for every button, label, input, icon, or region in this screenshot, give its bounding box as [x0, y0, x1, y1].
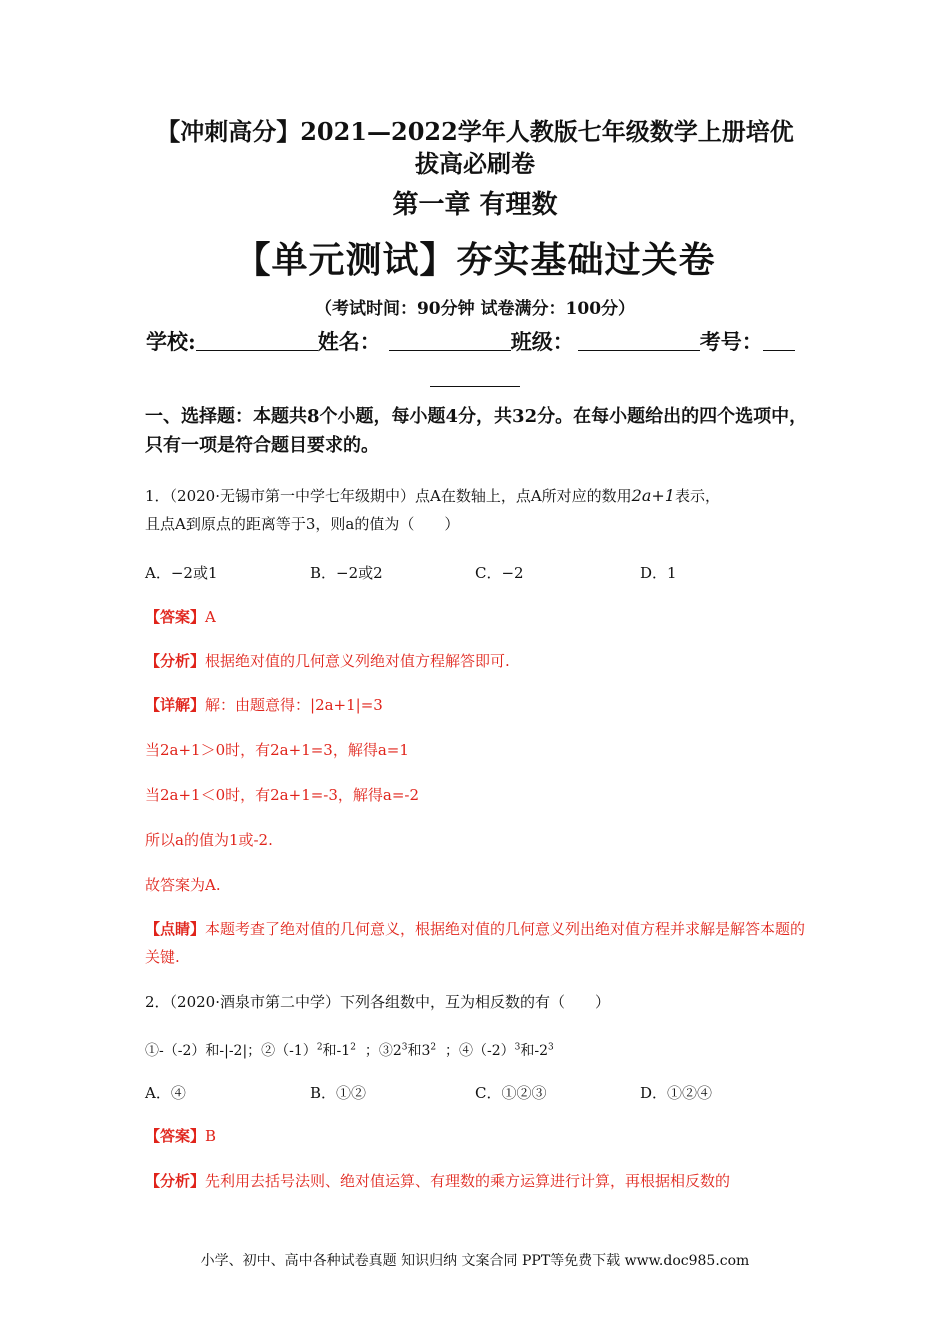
exam-info: （考试时间：90分钟 试卷满分：100分）	[314, 299, 636, 319]
student-info-fields	[146, 326, 795, 356]
q2-answer-tag: 【答案】	[145, 1127, 206, 1145]
q1-option-a: A．−2或1	[145, 564, 218, 582]
q1-stem-part-b: 表示，	[674, 487, 720, 505]
class-label: 班级：	[510, 329, 574, 354]
chapter-title: 第一章 有理数	[392, 190, 558, 220]
name-blank	[389, 328, 511, 351]
q1-detail-tag: 【详解】	[145, 696, 206, 714]
q1-comment-text: 本题考查了绝对值的几何意义，根据绝对值的几何意义列出绝对值方程并求解是解答本题的关键.	[145, 920, 806, 966]
school-label: 学校:	[146, 329, 196, 354]
q1-answer-value: A	[205, 608, 216, 626]
q1-solution-line-1: 当2a+1＞0时，有2a+1=3，解得a=1	[145, 741, 409, 759]
q1-detail-text: 解：由题意得：|2a+1|=3	[205, 696, 383, 714]
q1-comment-tag: 【点睛】	[145, 920, 206, 938]
q2-answer-value: B	[205, 1127, 217, 1145]
q2-analysis-text: 先利用去括号法则、绝对值运算、有理数的乘方运算进行计算，再根据相反数的	[205, 1172, 731, 1190]
q1-detail	[145, 691, 810, 719]
q1-answer-tag: 【答案】	[145, 608, 206, 626]
q1-analysis-text: 根据绝对值的几何意义列绝对值方程解答即可.	[205, 652, 510, 670]
document-title	[120, 116, 830, 180]
q2-analysis	[145, 1167, 810, 1195]
question-2-items: ①-（-2）和-|-2|；$②(-1)^2$和$-1^2$ ；$③2^3$和$3^2$ ；$④(-2)^3$和$-2^3$	[145, 1042, 554, 1059]
q1-solution-line-3: 所以a的值为1或-2.	[145, 831, 273, 849]
question-1-stem	[145, 482, 810, 538]
q1-expression: 2a+1	[631, 486, 675, 505]
q1-stem-line-2: 且点A到原点的距离等于3，则a的值为（ ）	[145, 515, 460, 533]
page-footer: 小学、初中、高中各种试卷真题 知识归纳 文案合同 PPT等免费下载 www.doc985.com	[200, 1253, 750, 1269]
q1-stem-part-a: 1．（2020·无锡市第一中学七年级期中）点A在数轴上，点A所对应的数用	[145, 487, 632, 505]
question-2-stem: 2．（2020·酒泉市第二中学）下列各组数中，互为相反数的有（ ）	[145, 993, 610, 1011]
name-label: 姓名：	[317, 329, 381, 354]
title-line-1: 【冲刺高分】2021—2022学年人教版七年级数学上册培优	[156, 117, 794, 146]
q1-analysis	[145, 647, 810, 675]
q1-analysis-tag: 【分析】	[145, 652, 206, 670]
school-blank	[196, 328, 318, 351]
number-blank-continued	[430, 368, 520, 387]
section-heading: 一、选择题：本题共8个小题，每小题4分，共32分。在每小题给出的四个选项中，只有一项是符合题目要求的。	[145, 406, 808, 456]
q1-answer	[145, 603, 810, 631]
unit-test-title: 【单元测试】夯实基础过关卷	[234, 239, 716, 281]
q1-comment	[145, 915, 810, 971]
q1-option-b: B．−2或2	[310, 564, 383, 582]
q2-analysis-tag: 【分析】	[145, 1172, 206, 1190]
q2-option-d: D．①②④	[640, 1084, 713, 1102]
q1-solution-line-4: 故答案为A.	[145, 876, 221, 894]
number-blank	[763, 328, 795, 351]
q1-option-d: D．1	[640, 564, 677, 582]
q2-option-c: C．①②③	[475, 1084, 547, 1102]
q2-answer	[145, 1122, 810, 1150]
class-blank	[578, 328, 700, 351]
q1-option-c: C．−2	[475, 564, 524, 582]
q1-solution-line-2: 当2a+1＜0时，有2a+1=-3，解得a=-2	[145, 786, 420, 804]
q2-option-b: B．①②	[310, 1084, 367, 1102]
q2-option-a: A．④	[145, 1084, 186, 1102]
number-label: 考号：	[699, 329, 763, 354]
title-line-2: 拔高必刷卷	[415, 149, 535, 178]
